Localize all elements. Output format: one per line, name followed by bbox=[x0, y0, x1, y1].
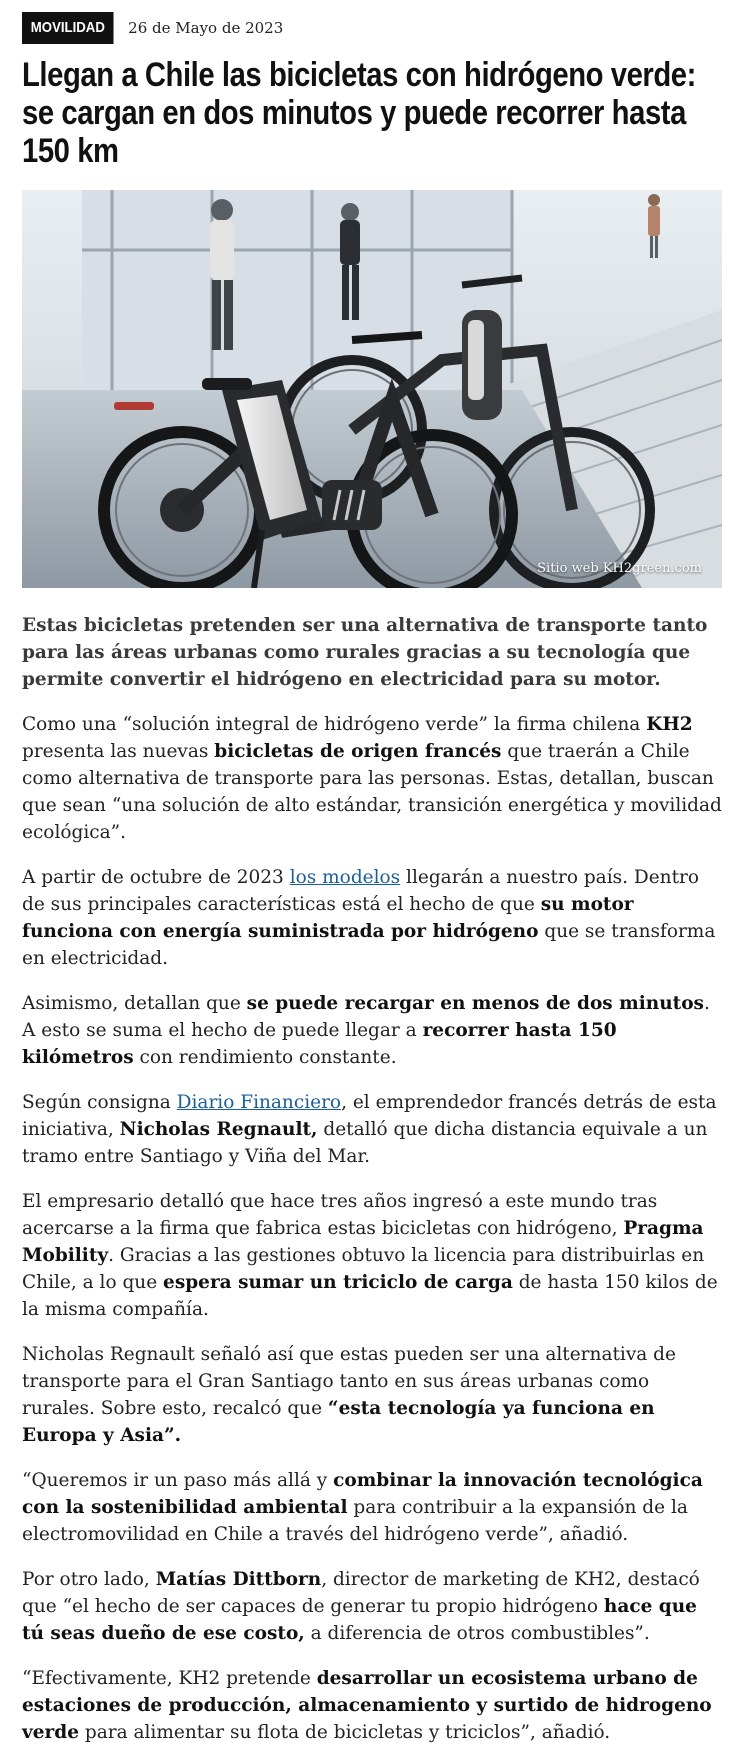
paragraph bbox=[22, 1665, 722, 1746]
text: “Efectivamente, KH2 pretende bbox=[22, 1668, 317, 1689]
headline: Llegan a Chile las bicicletas con hidrógeno verde: se cargan en dos minutos y puede recorrer hasta 150 km bbox=[22, 56, 696, 170]
text: . A esto se suma el hecho de puede llegar a bbox=[22, 993, 710, 1041]
paragraph bbox=[22, 1566, 722, 1647]
bicycles-photo bbox=[22, 190, 722, 588]
article-image bbox=[22, 190, 722, 588]
bold-text: espera sumar un triciclo de carga bbox=[163, 1272, 513, 1293]
text: para alimentar su flota de bicicletas y triciclos”, añadió. bbox=[78, 1722, 611, 1743]
bold-text: recorrer hasta 150 kilómetros bbox=[22, 1020, 617, 1068]
text: . Gracias a las gestiones obtuvo la licencia para distribuirlas en Chile, a lo que bbox=[22, 1245, 705, 1293]
bold-text: Pragma Mobility bbox=[22, 1218, 704, 1266]
text: para contribuir a la expansión de la electromovilidad en Chile a través del hidrógeno verde”, añadió. bbox=[22, 1497, 688, 1545]
text: “Queremos ir un paso más allá y bbox=[22, 1470, 334, 1491]
bold-text: se puede recargar en menos de dos minutos bbox=[246, 993, 704, 1014]
bold-text: bicicletas de origen francés bbox=[214, 741, 502, 762]
paragraph bbox=[22, 711, 722, 846]
paragraph bbox=[22, 1341, 722, 1449]
text: A partir de octubre de 2023 bbox=[22, 867, 290, 888]
bold-text: su motor funciona con energía suministrada por hidrógeno bbox=[22, 894, 634, 942]
paragraph bbox=[22, 1467, 722, 1548]
article-lead: Estas bicicletas pretenden ser una alternativa de transporte tanto para las áreas urbanas como rurales gracias a su tecnología que permite convertir el hidrógeno en electricidad para su motor. bbox=[22, 615, 708, 690]
article bbox=[0, 8, 744, 1746]
text: de hasta 150 kilos de la misma compañía. bbox=[22, 1272, 718, 1320]
bold-text: desarrollar un ecosistema urbano de estaciones de producción, almacenamiento y surtido de hidrogeno verde bbox=[22, 1668, 712, 1743]
section-tag[interactable]: MOVILIDAD bbox=[22, 12, 114, 44]
text: Como una “solución integral de hidrógeno verde” la firma chilena bbox=[22, 714, 647, 735]
text: que se transforma en electricidad. bbox=[22, 921, 716, 969]
bold-text: KH2 bbox=[646, 714, 693, 735]
bold-text: hace que tú seas dueño de ese costo, bbox=[22, 1596, 697, 1644]
text: , director de marketing de KH2, destacó que “el hecho de ser capaces de generar tu propio hidrógeno bbox=[22, 1569, 700, 1617]
bold-text: Nicholas Regnault, bbox=[119, 1119, 318, 1140]
publish-date: 26 de Mayo de 2023 bbox=[128, 19, 284, 37]
paragraph bbox=[22, 864, 722, 972]
text: con rendimiento constante. bbox=[133, 1047, 397, 1068]
text: llegarán a nuestro país. Dentro de sus principales características está el hecho de que bbox=[22, 867, 699, 915]
bold-text: combinar la innovación tecnológica con la sostenibilidad ambiental bbox=[22, 1470, 703, 1518]
paragraph bbox=[22, 1089, 722, 1170]
paragraph bbox=[22, 1188, 722, 1323]
text: que traerán a Chile como alternativa de transporte para las personas. Estas, detallan, buscan que sean “una solución de alto estándar, transición energética y movilidad ecológica”. bbox=[22, 741, 722, 843]
diario-financiero-link[interactable]: Diario Financiero bbox=[176, 1092, 342, 1113]
text: detalló que dicha distancia equivale a un tramo entre Santiago y Viña del Mar. bbox=[22, 1119, 708, 1167]
article-meta bbox=[22, 8, 722, 48]
bold-text: Matías Dittborn bbox=[155, 1569, 322, 1590]
text: , el emprendedor francés detrás de esta iniciativa, bbox=[22, 1092, 717, 1140]
image-credit: Sitio web KH2green.com bbox=[537, 561, 702, 576]
text: El empresario detalló que hace tres años ingresó a este mundo tras acercarse a la firma que fabrica estas bicicletas con hidrógeno, bbox=[22, 1191, 658, 1239]
bold-text: “esta tecnología ya funciona en Europa y Asia”. bbox=[22, 1398, 655, 1446]
text: Nicholas Regnault señaló así que estas pueden ser una alternativa de transporte para el Gran Santiago tanto en sus áreas urbanas como rurales. Sobre esto, recalcó que bbox=[22, 1344, 676, 1419]
text: Asimismo, detallan que bbox=[22, 993, 247, 1014]
paragraph bbox=[22, 990, 722, 1071]
text: Por otro lado, bbox=[22, 1569, 156, 1590]
text: a diferencia de otros combustibles”. bbox=[304, 1623, 650, 1644]
text: presenta las nuevas bbox=[22, 741, 215, 762]
text: Según consigna bbox=[22, 1092, 177, 1113]
models-link[interactable]: los modelos bbox=[289, 867, 401, 888]
